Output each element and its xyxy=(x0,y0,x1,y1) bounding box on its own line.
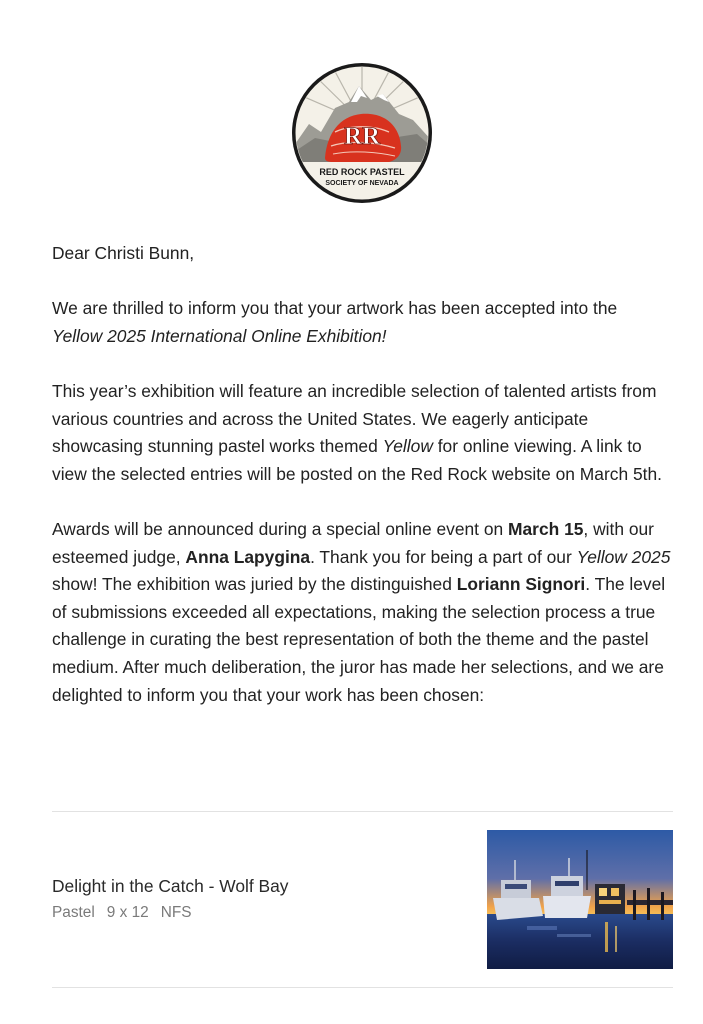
logo-initials: RR xyxy=(343,123,381,150)
greeting: Dear Christi Bunn, xyxy=(52,243,195,263)
artwork-image[interactable] xyxy=(487,830,673,969)
artwork-status: NFS xyxy=(160,904,192,921)
divider-bottom xyxy=(52,987,673,988)
paragraph-exhibition: This year’s exhibition will feature an incredible selection of talented artists from various countries and across the United States. We eagerly anticipate showcasing stunning pastel works themed Yellow for online viewing. A link to view the selected entries will be posted on the Red Rock website on March 5th. xyxy=(52,380,662,484)
artwork-medium: Pastel xyxy=(52,904,95,921)
logo-line1: RED ROCK PASTEL xyxy=(319,167,405,177)
logo-line2: SOCIETY OF NEVADA xyxy=(325,180,399,187)
show-name: Yellow 2025 xyxy=(576,546,671,567)
artwork-details xyxy=(52,902,204,924)
red-rock-logo xyxy=(291,62,433,204)
divider-top xyxy=(52,811,673,812)
exhibition-name: Yellow 2025 International Online Exhibition! xyxy=(52,325,387,346)
juror-name: Loriann Signori xyxy=(456,574,586,595)
theme-name: Yellow xyxy=(382,436,433,457)
artwork-title: Delight in the Catch - Wolf Bay xyxy=(52,876,289,896)
judge-name: Anna Lapygina xyxy=(185,546,311,567)
award-date: March 15 xyxy=(508,518,584,539)
paragraph-awards: Awards will be announced during a special online event on March 15, with our esteemed judge, Anna Lapygina. Thank you for being a part of our Yellow 2025 show! The exhibition was juried by the distinguished Loriann Signori. The level of submissions exceeded all expectations, making the selection process a true challenge in curating the best representation of both the theme and the pastel medium. After much deliberation, the juror has made her selections, and we are delighted to inform you that your work has been chosen: xyxy=(52,518,671,705)
paragraph-acceptance: We are thrilled to inform you that your artwork has been accepted into the Yellow 2025 International Online Exhibition! xyxy=(52,298,618,346)
letter-body xyxy=(52,240,672,737)
artwork-size: 9 x 12 xyxy=(106,904,149,921)
